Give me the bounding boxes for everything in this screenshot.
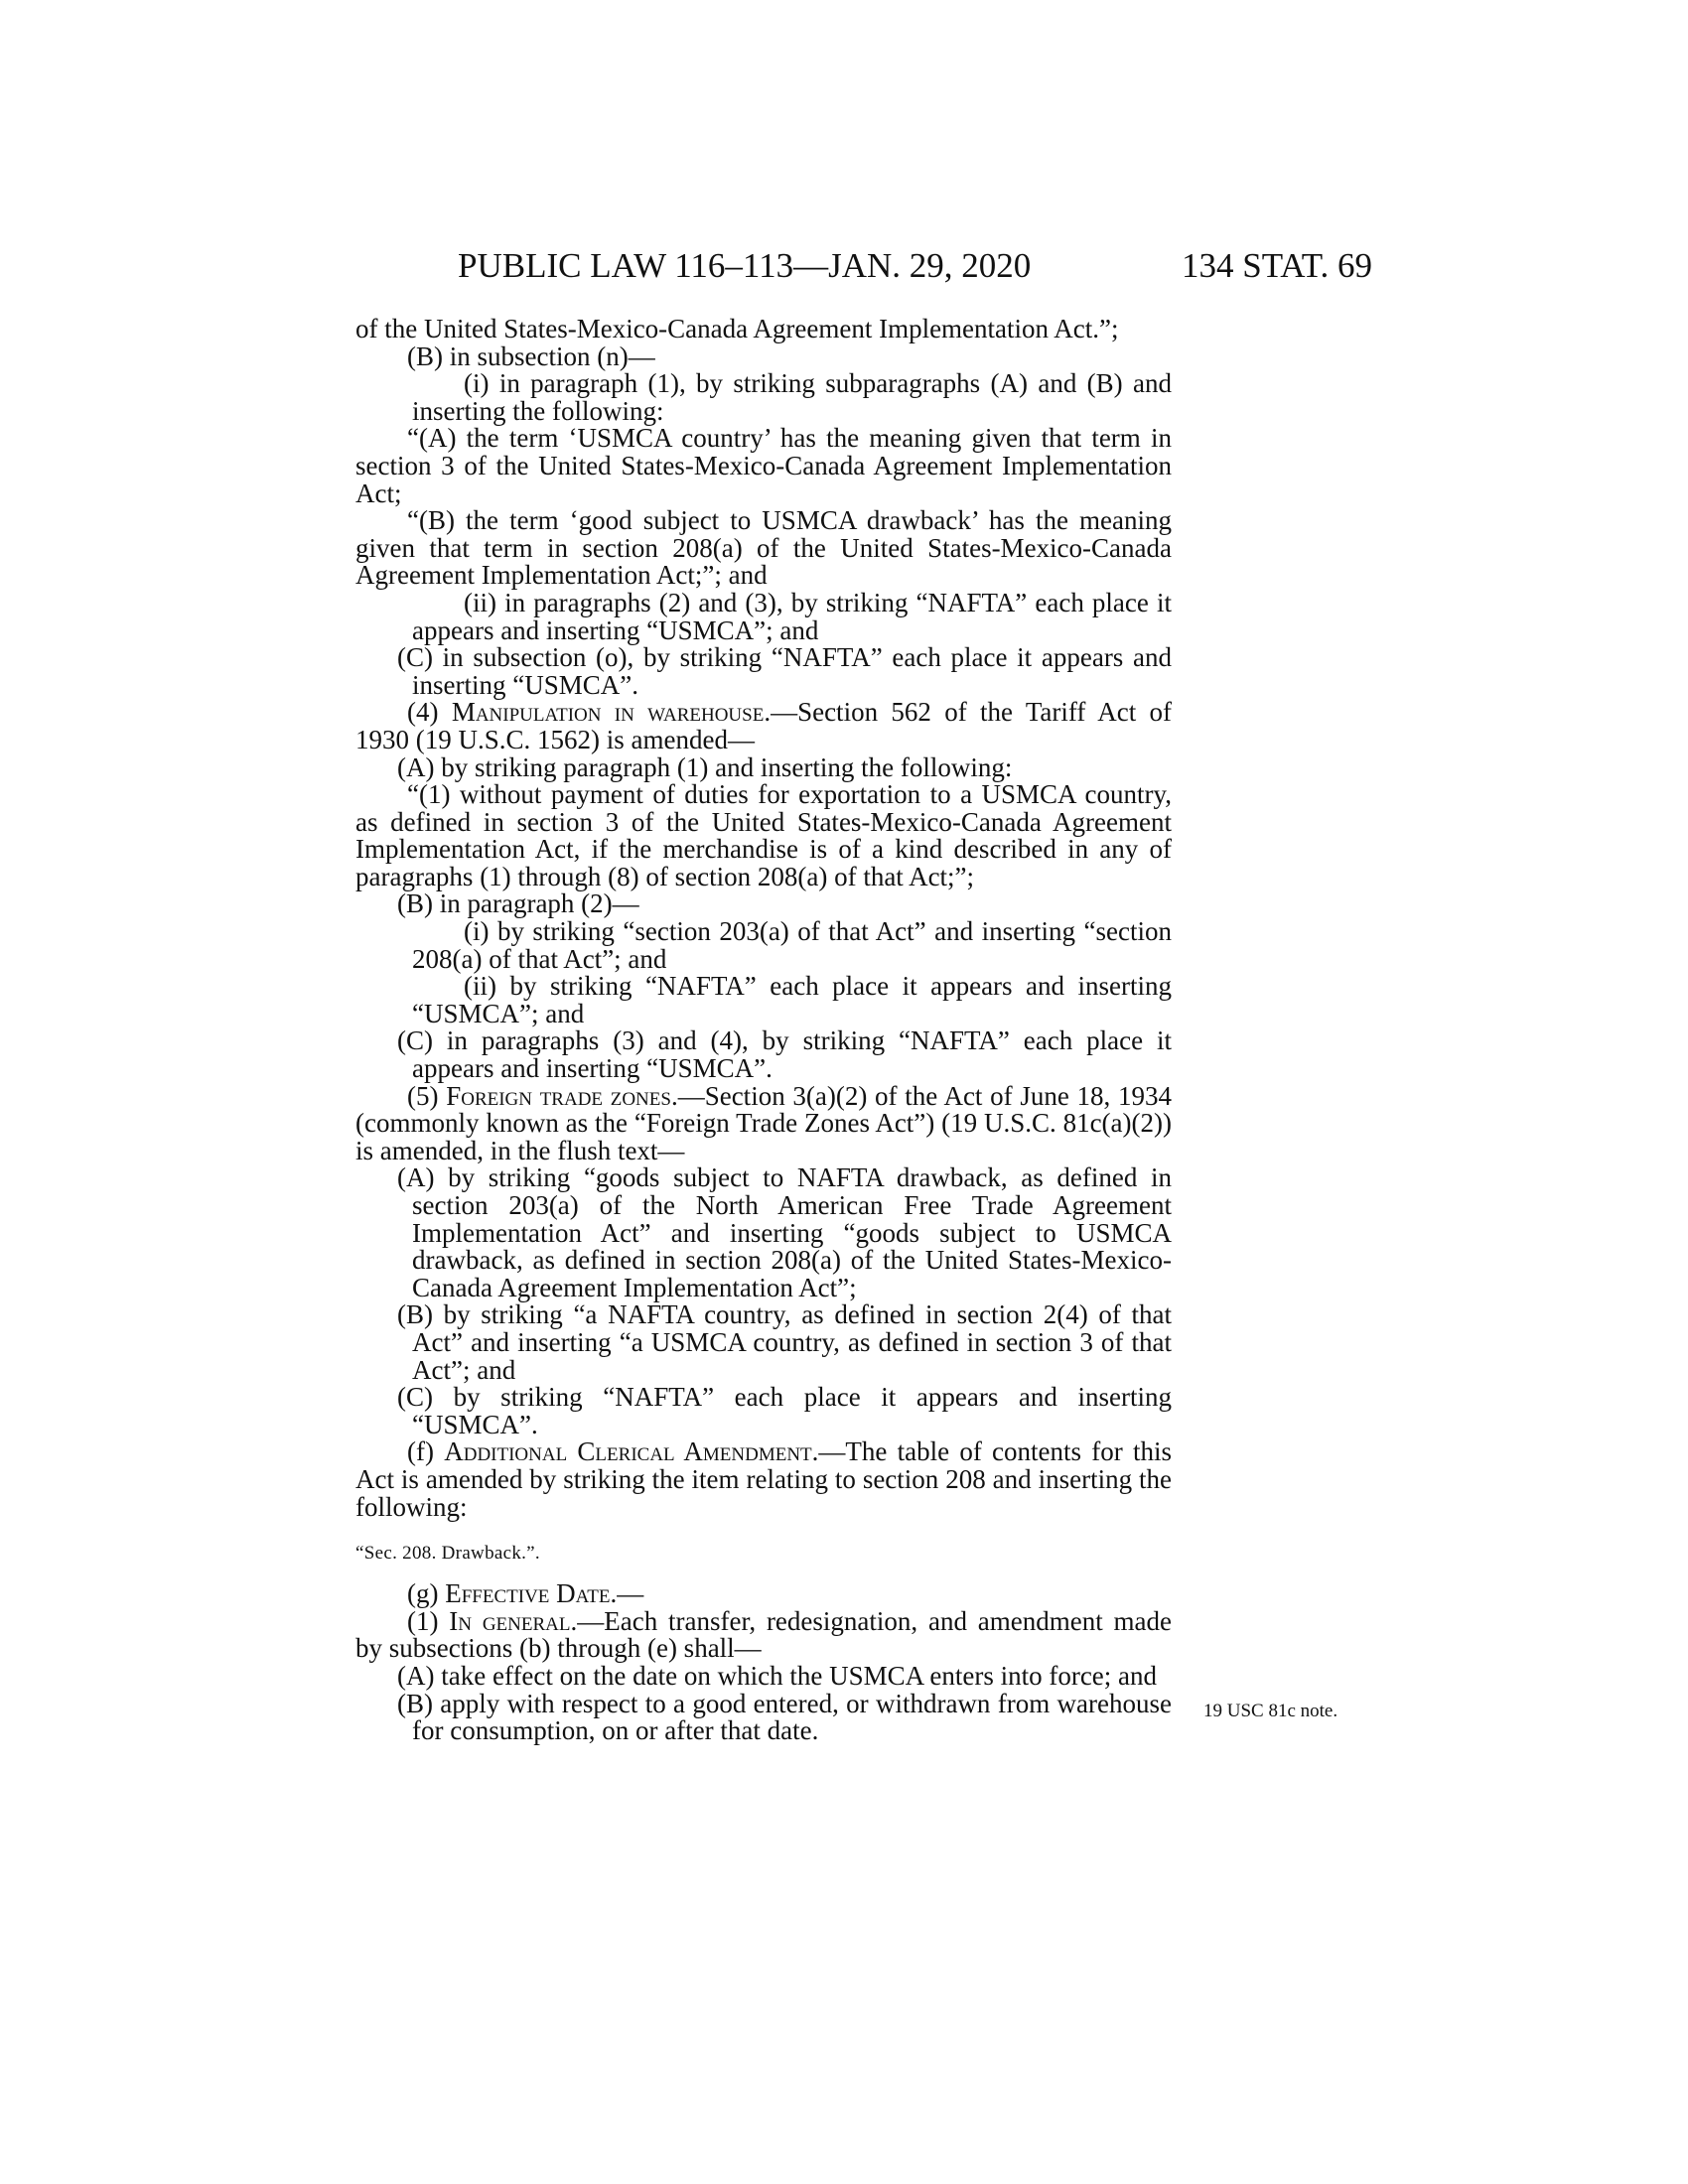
paragraph <box>355 1438 1172 1521</box>
paragraph-text: (ii) by striking “NAFTA” each place it appears and inserting “USMCA”; and <box>412 971 1172 1028</box>
paragraph-text: .— <box>610 1578 644 1609</box>
paragraph-text: .—Section 3(a)(2) of the Act of June 18, 1934 (commonly known as the “Foreign Trade Zones Act”) (19 U.S.C. 81c(a)(2)) is amended, in the flush text— <box>355 1080 1173 1165</box>
paragraph-text: (B) in subsection (n)— <box>407 341 655 371</box>
paragraph <box>355 507 1172 590</box>
paragraph <box>355 918 1172 973</box>
paragraph-number: (5) <box>407 1080 447 1111</box>
paragraph-text: (B) apply with respect to a good entered, or withdrawn from warehouse for consumption, on or after that date. <box>397 1688 1172 1746</box>
paragraph <box>355 1580 1172 1608</box>
margin-citation-note: 19 USC 81c note. <box>1203 1701 1338 1721</box>
paragraph-heading: Manipulation in warehouse <box>451 697 765 728</box>
paragraph <box>355 425 1172 507</box>
statute-page-number: 134 STAT. 69 <box>1182 246 1372 285</box>
paragraph-text: (A) by striking paragraph (1) and inserting the following: <box>397 751 1013 782</box>
paragraph-number: (g) <box>407 1578 446 1609</box>
paragraph <box>355 343 1172 371</box>
paragraph-text: “(A) the term ‘USMCA country’ has the meaning given that term in section 3 of the United States-Mexico-Canada Agreement Implementation Act; <box>355 423 1172 508</box>
paragraph-heading: Additional Clerical Amendment <box>444 1436 812 1467</box>
paragraph-text: (A) take effect on the date on which the USMCA enters into force; and <box>397 1660 1158 1691</box>
paragraph-text: (i) in paragraph (1), by striking subparagraphs (A) and (B) and inserting the following: <box>412 368 1172 426</box>
paragraph-text: (i) by striking “section 203(a) of that Act” and inserting “section 208(a) of that Act”; and <box>412 916 1172 974</box>
paragraph-number: (f) <box>407 1436 445 1467</box>
paragraph <box>355 316 1172 343</box>
paragraph <box>355 1164 1172 1301</box>
paragraph <box>355 370 1172 425</box>
paragraph-text: (C) in paragraphs (3) and (4), by striking “NAFTA” each place it appears and inserting “USMCA”. <box>397 1025 1172 1084</box>
paragraph <box>355 1688 1172 1746</box>
paragraph-number: (4) <box>407 697 452 728</box>
document-body <box>355 316 1172 1745</box>
toc-entry: “Sec. 208. Drawback.”. <box>355 1543 540 1565</box>
paragraph <box>355 751 1172 782</box>
paragraph-text: (C) in subsection (o), by striking “NAFTA” each place it appears and inserting “USMCA”. <box>397 642 1172 700</box>
paragraph-text: (B) in paragraph (2)— <box>397 888 639 919</box>
paragraph <box>355 587 1172 645</box>
paragraph <box>355 1080 1173 1165</box>
paragraph <box>355 1605 1172 1664</box>
paragraph <box>355 781 1172 890</box>
paragraph-text: (ii) in paragraphs (2) and (3), by striking “NAFTA” each place it appears and inserting “USMCA”; and <box>412 587 1172 645</box>
paragraph <box>355 699 1172 753</box>
public-law-title: PUBLIC LAW 116–113—JAN. 29, 2020 <box>458 246 1032 285</box>
paragraph-text: .—Section 562 of the Tariff Act of 1930 (19 U.S.C. 1562) is amended— <box>355 697 1173 754</box>
paragraph-text: “(1) without payment of duties for exportation to a USMCA country, as defined in section 3 of the United States-Mexico-Canada Agreement Implementation Act, if the merchandise is of a kind described in any of paragraphs (1) through (8) of section 208(a) of that Act;”; <box>355 779 1172 891</box>
paragraph-heading: Foreign trade zones <box>446 1080 671 1111</box>
paragraph <box>355 890 1172 918</box>
page-header <box>0 246 1688 290</box>
paragraph-text: (C) by striking “NAFTA” each place it appears and inserting “USMCA”. <box>397 1382 1172 1439</box>
paragraph-heading: In general <box>449 1605 571 1636</box>
paragraph <box>355 1301 1172 1384</box>
paragraph <box>355 1027 1172 1082</box>
paragraph-text: .—The table of contents for this Act is amended by striking the item relating to section 208 and inserting the following: <box>355 1436 1172 1522</box>
paragraph-number: (1) <box>407 1605 450 1636</box>
paragraph-text: (A) by striking “goods subject to NAFTA drawback, as defined in section 203(a) of the North American Free Trade Agreement Implementation Act” and inserting “goods subject to USMCA drawback, as defined in section 208(a) of the United States-Mexico-Canada Agreement Implementation Act”; <box>397 1162 1172 1302</box>
paragraph-text: (B) by striking “a NAFTA country, as defined in section 2(4) of that Act” and inserting “a USMCA country, as defined in section 3 of that Act”; and <box>397 1299 1172 1385</box>
paragraph-text: .—Each transfer, redesignation, and amendment made by subsections (b) through (e) shall— <box>355 1605 1172 1664</box>
paragraph-text: “(B) the term ‘good subject to USMCA drawback’ has the meaning given that term in section 208(a) of the United States-Mexico-Canada Agreement Implementation Act;”; and <box>355 505 1172 591</box>
paragraph <box>355 973 1172 1027</box>
paragraph <box>355 1384 1172 1438</box>
paragraph-heading: Effective Date <box>445 1578 611 1609</box>
paragraph <box>355 1660 1172 1691</box>
paragraph-text: of the United States-Mexico-Canada Agreement Implementation Act.”; <box>355 314 1119 343</box>
paragraph <box>355 644 1172 699</box>
